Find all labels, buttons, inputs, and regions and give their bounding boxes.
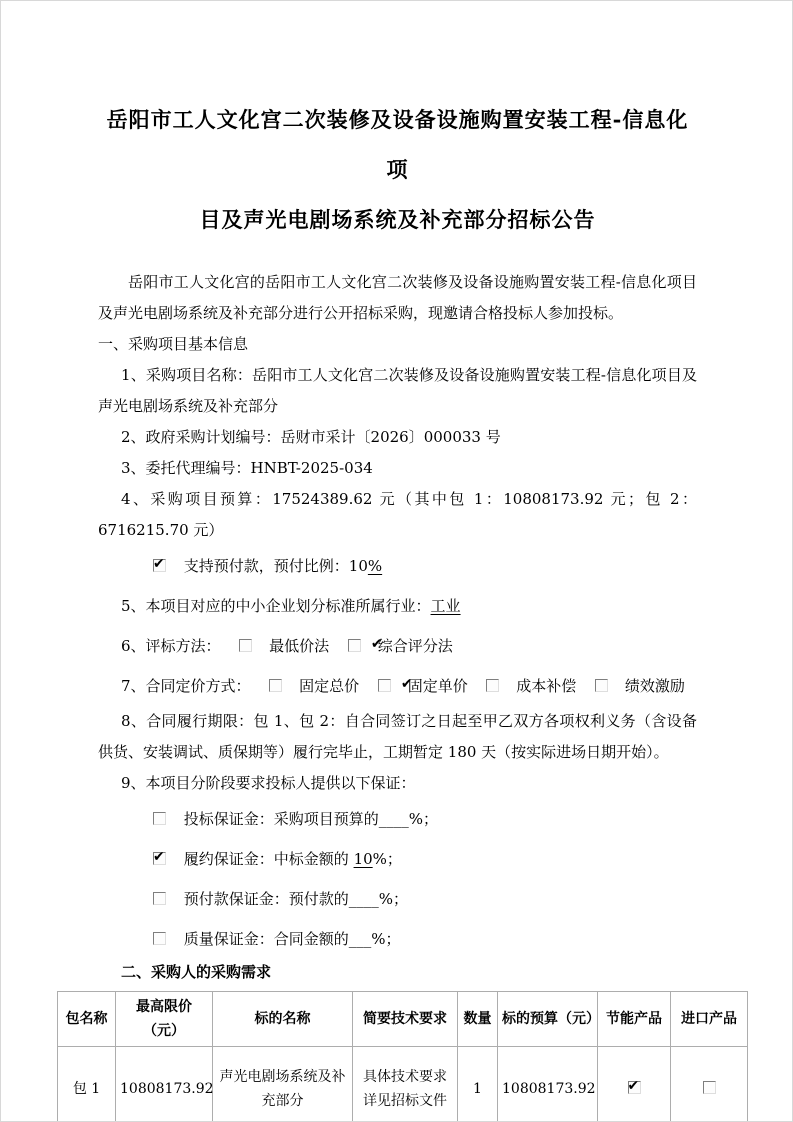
prepayment-percent-underlined: % xyxy=(367,557,383,575)
fixed-unit-price-checkbox[interactable] xyxy=(378,679,391,692)
header-package-name: 包名称 xyxy=(58,992,116,1047)
section1-heading: 一、采购项目基本信息 xyxy=(98,335,249,353)
industry-value-underlined: 工业 xyxy=(430,597,461,615)
header-subject-budget: 标的预算（元） xyxy=(498,992,598,1047)
prepayment-label: 支持预付款，预付比例：10 xyxy=(183,557,368,575)
evaluation-method-label: 6、评标方法： xyxy=(121,637,221,655)
comprehensive-scoring-checkbox[interactable] xyxy=(348,639,361,652)
prepayment-guarantee-text: 预付款保证金：预付款的____ xyxy=(183,890,379,908)
prepayment-checkbox[interactable] xyxy=(153,559,166,572)
performance-incentive-checkbox[interactable] xyxy=(595,679,608,692)
cell-max-price: 10808173.92 xyxy=(116,1047,213,1122)
performance-guarantee-checkbox[interactable] xyxy=(153,852,166,865)
item-project-name: 1、采购项目名称：岳阳市工人文化宫二次装修及设备设施购置安装工程-信息化项目及声光电剧场系统及补充部分 xyxy=(98,366,697,415)
item-plan-number: 2、政府采购计划编号：岳财市采计〔2026〕000033 号 xyxy=(121,428,501,446)
header-max-price: 最高限价（元） xyxy=(116,992,213,1047)
document-title-line1: 岳阳市工人文化宫二次装修及设备设施购置安装工程-信息化项 xyxy=(106,107,689,182)
item-pricing-method xyxy=(98,666,697,706)
energy-saving-checkbox[interactable] xyxy=(628,1081,641,1094)
header-quantity: 数量 xyxy=(458,992,498,1047)
pricing-method-label: 7、合同定价方式： xyxy=(121,677,251,695)
header-energy-saving: 节能产品 xyxy=(598,992,671,1047)
prepayment-guarantee-checkbox[interactable] xyxy=(153,892,166,905)
item-budget: 4、采购项目预算：17524389.62 元（其中包 1：10808173.92 元；包 2：6716215.70 元） xyxy=(98,490,697,539)
option-performance-incentive xyxy=(595,677,685,695)
cost-compensation-checkbox[interactable] xyxy=(486,679,499,692)
item-contract-duration: 8、合同履行期限：包 1、包 2：自合同签订之日起至甲乙双方各项权利义务（含设备供货、安装调试、质保期等）履行完毕止，工期暂定 180 天（按实际进场日期开始）。 xyxy=(98,712,697,761)
option-lowest-price xyxy=(239,637,334,655)
section2-heading: 二、采购人的采购需求 xyxy=(121,963,272,981)
bid-guarantee-suffix: %； xyxy=(408,810,439,828)
option-comprehensive-scoring xyxy=(348,637,453,655)
item-guarantees-intro: 9、本项目分阶段要求投标人提供以下保证： xyxy=(121,774,416,792)
intro-paragraph: 岳阳市工人文化宫的岳阳市工人文化宫二次装修及设备设施购置安装工程-信息化项目及声光电剧场系统及补充部分进行公开招标采购，现邀请合格投标人参加投标。 xyxy=(98,273,697,322)
fixed-unit-price-label: 固定单价 xyxy=(407,677,468,695)
guarantee-prepayment xyxy=(153,879,697,919)
cell-package-name: 包 1 xyxy=(58,1047,116,1122)
quality-guarantee-text: 质量保证金：合同金额的___ xyxy=(183,930,372,948)
cell-subject-name: 声光电剧场系统及补充部分 xyxy=(213,1047,353,1122)
cost-compensation-label: 成本补偿 xyxy=(516,677,577,695)
bid-guarantee-text: 投标保证金：采购项目预算的____ xyxy=(183,810,409,828)
prepayment-line xyxy=(153,546,697,586)
header-subject-name: 标的名称 xyxy=(213,992,353,1047)
performance-guarantee-underlined: 10 xyxy=(353,850,373,868)
fixed-total-price-label: 固定总价 xyxy=(299,677,360,695)
cell-quantity: 1 xyxy=(458,1047,498,1122)
guarantee-performance xyxy=(153,839,697,879)
lowest-price-label: 最低价法 xyxy=(269,637,330,655)
guarantee-bid xyxy=(153,799,697,839)
option-cost-compensation xyxy=(486,677,581,695)
item-industry xyxy=(98,586,697,626)
procurement-requirements-table xyxy=(57,991,748,1122)
cell-imported xyxy=(671,1047,748,1122)
industry-label: 5、本项目对应的中小企业划分标准所属行业： xyxy=(121,597,431,615)
guarantee-quality xyxy=(153,919,697,959)
performance-guarantee-suffix: %； xyxy=(372,850,402,868)
imported-checkbox[interactable] xyxy=(703,1081,716,1094)
cell-subject-budget: 10808173.92 xyxy=(498,1047,598,1122)
performance-incentive-label: 绩效激励 xyxy=(624,677,685,695)
header-imported: 进口产品 xyxy=(671,992,748,1047)
document-title xyxy=(98,95,697,245)
quality-guarantee-checkbox[interactable] xyxy=(153,932,166,945)
option-fixed-unit-price xyxy=(378,677,473,695)
quality-guarantee-suffix: %； xyxy=(371,930,401,948)
item-evaluation-method xyxy=(98,626,697,666)
cell-energy-saving xyxy=(598,1047,671,1122)
header-tech-requirements: 简要技术要求 xyxy=(353,992,458,1047)
prepayment-guarantee-suffix: %； xyxy=(378,890,409,908)
cell-tech-requirements: 具体技术要求详见招标文件 xyxy=(353,1047,458,1122)
option-fixed-total-price xyxy=(269,677,364,695)
table-row xyxy=(58,1047,748,1122)
table-header-row xyxy=(58,992,748,1047)
fixed-total-price-checkbox[interactable] xyxy=(269,679,282,692)
comprehensive-scoring-label: 综合评分法 xyxy=(377,637,453,655)
item-agency-number: 3、委托代理编号：HNBT-2025-034 xyxy=(121,459,373,477)
bid-guarantee-checkbox[interactable] xyxy=(153,812,166,825)
document-title-line2: 目及声光电剧场系统及补充部分招标公告 xyxy=(199,207,596,232)
performance-guarantee-text: 履约保证金：中标金额的 xyxy=(183,850,354,868)
lowest-price-checkbox[interactable] xyxy=(239,639,252,652)
